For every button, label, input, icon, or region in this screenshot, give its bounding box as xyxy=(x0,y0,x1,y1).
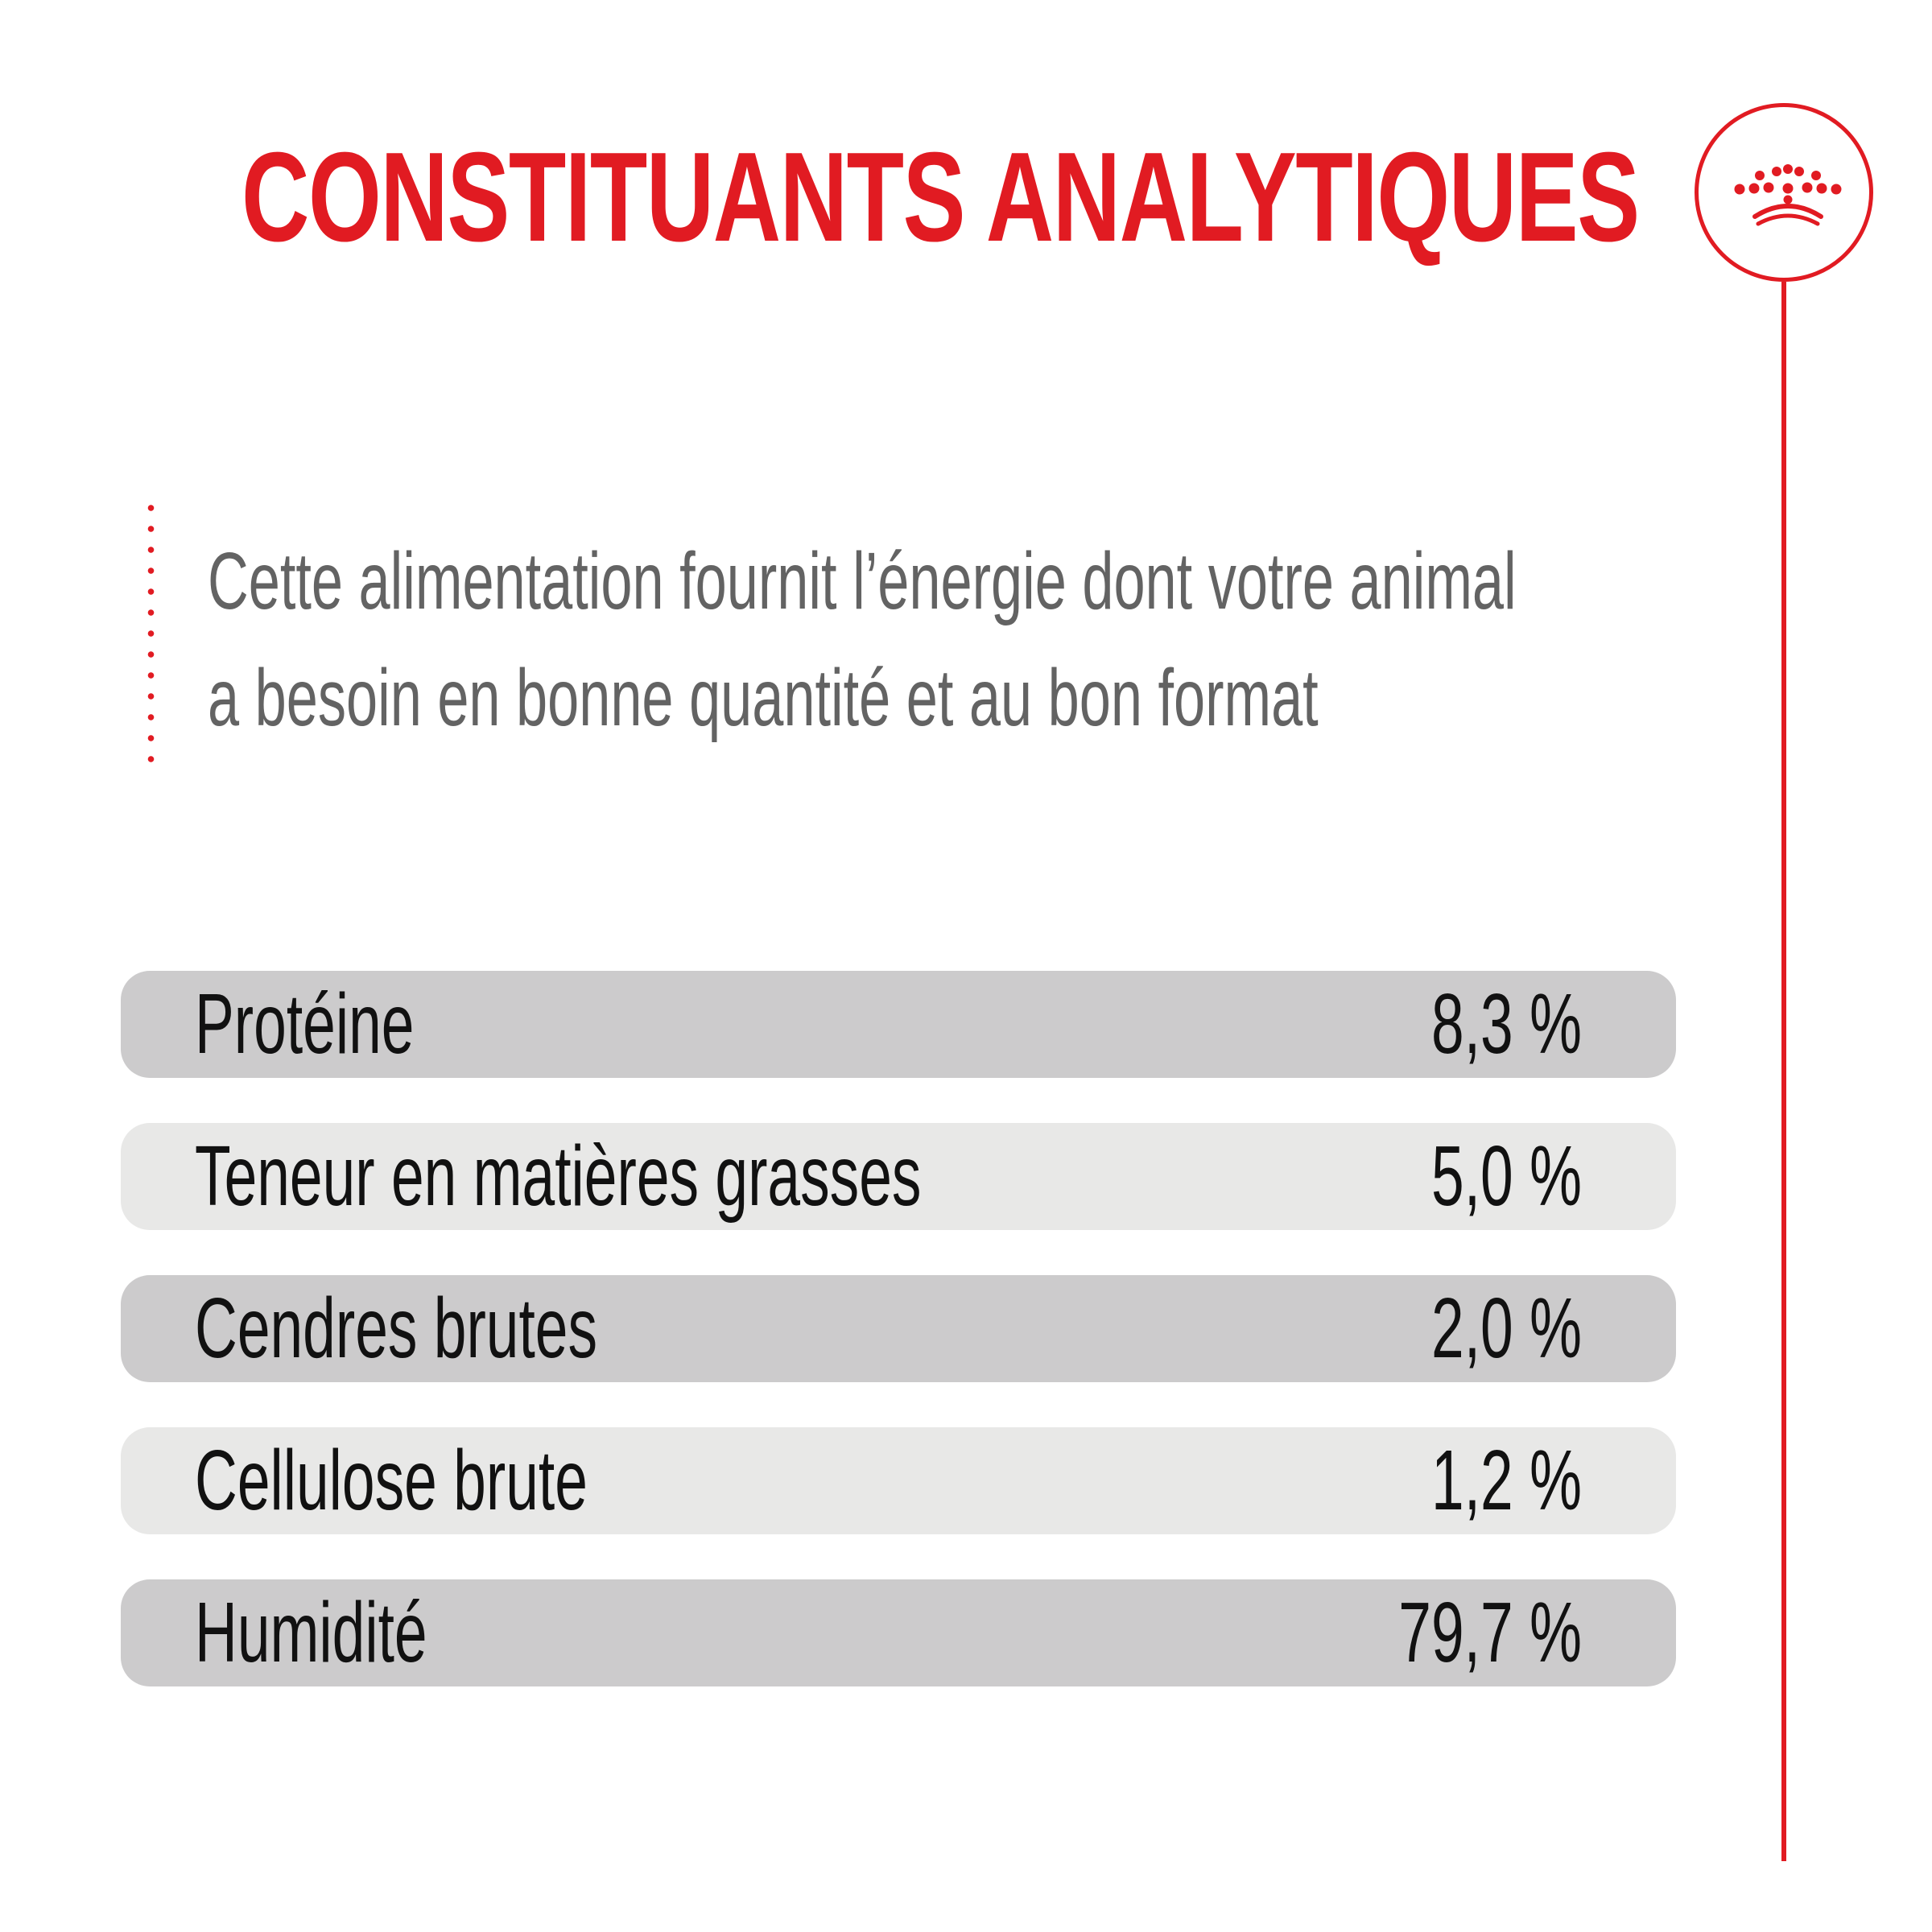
constituent-label: Cendres brutes xyxy=(195,1281,598,1376)
table-row xyxy=(121,1275,1676,1382)
brand-logo-badge xyxy=(1695,103,1873,282)
intro-line-2: a besoin en bonne quantité et au bon format xyxy=(208,653,1319,743)
table-row xyxy=(121,1123,1676,1230)
constituent-label: Teneur en matières grasses xyxy=(195,1129,922,1224)
constituent-value: 79,7 % xyxy=(1398,1585,1582,1680)
crown-icon xyxy=(1731,163,1845,228)
page-title: CONSTITUANTS ANALYTIQUES xyxy=(242,126,1639,268)
constituent-label: Protéine xyxy=(195,976,415,1071)
table-row xyxy=(121,1579,1676,1686)
table-row xyxy=(121,1427,1676,1534)
intro-text xyxy=(208,523,1517,757)
table-row xyxy=(121,971,1676,1078)
constituent-value: 5,0 % xyxy=(1430,1129,1582,1224)
dotted-accent-line xyxy=(147,497,155,763)
constituent-value: 8,3 % xyxy=(1430,976,1582,1071)
constituents-table xyxy=(121,971,1676,1732)
vertical-accent-line xyxy=(1781,282,1786,1861)
intro-line-1: Cette alimentation fournit l’énergie dont votre animal xyxy=(208,536,1517,626)
constituent-label: Cellulose brute xyxy=(195,1433,588,1528)
constituent-label: Humidité xyxy=(195,1585,427,1680)
constituent-value: 1,2 % xyxy=(1430,1433,1582,1528)
constituent-value: 2,0 % xyxy=(1430,1281,1582,1376)
